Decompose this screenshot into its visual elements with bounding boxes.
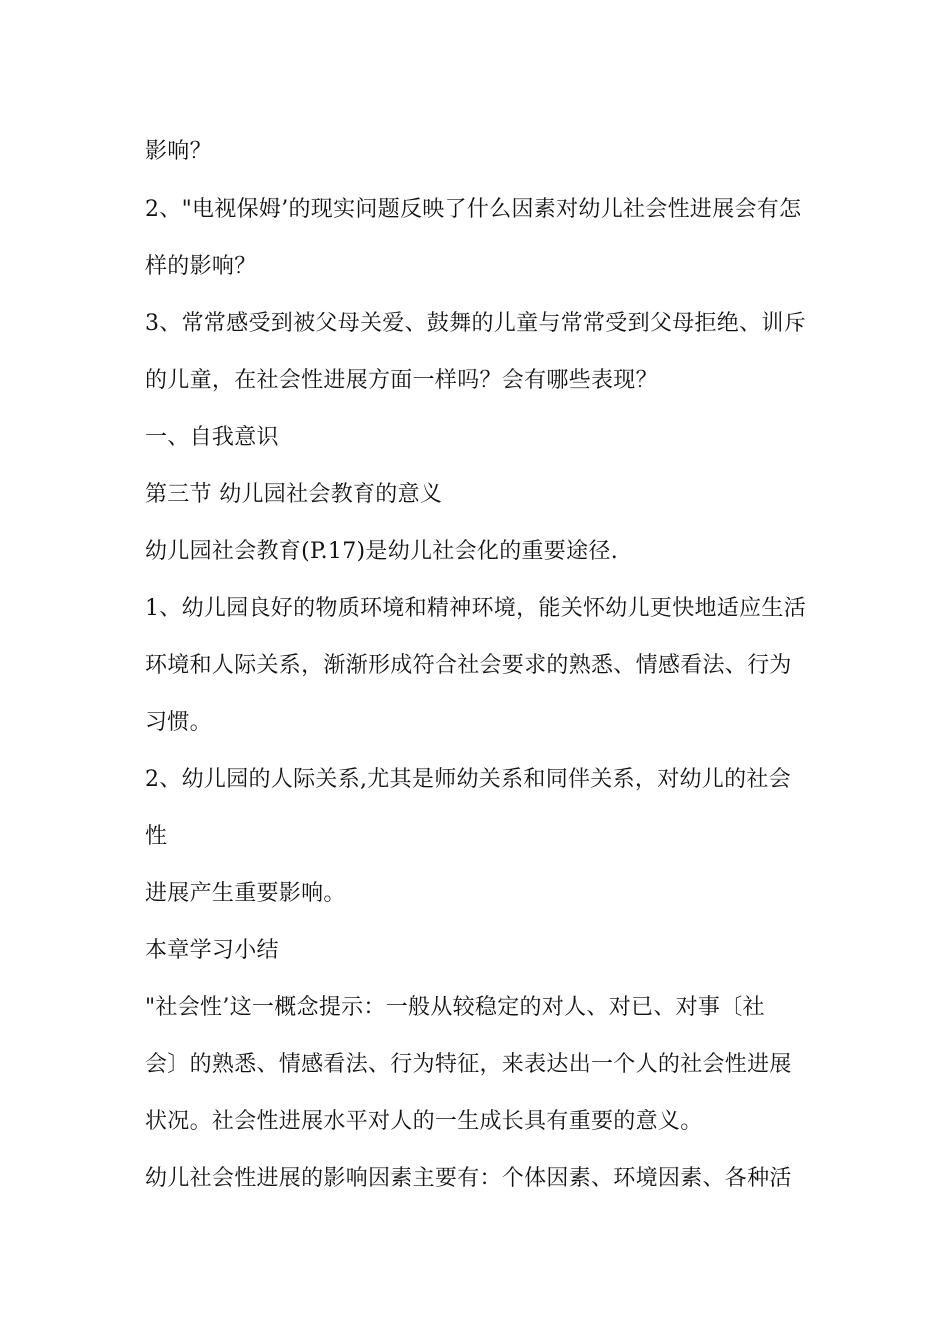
text-line-18: 状况。社会性进展水平对人的一生成长具有重要的意义。	[145, 1109, 703, 1134]
text-line-8: 幼儿园社会教育(P.17)是幼儿社会化的重要途径.	[145, 539, 618, 564]
text-line-4: 3、常常感受到被父母关爱、鼓舞的儿童与常常受到父母拒绝、训斥	[145, 311, 806, 336]
text-line-12: 2、幼儿园的人际关系,尤其是师幼关系和同伴关系，对幼儿的社会	[145, 767, 791, 792]
text-line-16: "社会性’这一概念提示：一般从较稳定的对人、对已、对事〔社	[145, 995, 765, 1020]
text-line-14: 进展产生重要影响。	[145, 881, 346, 906]
text-line-2: 2、"电视保姆’的现实问题反映了什么因素对幼儿社会性进展会有怎	[145, 197, 802, 222]
text-line-19: 幼儿社会性进展的影响因素主要有：个体因素、环境因素、各种活	[145, 1166, 792, 1191]
section-heading-third: 第三节 幼儿园社会教育的意义	[145, 482, 443, 507]
text-line-13: 性	[145, 824, 168, 849]
section-heading-chapter-summary: 本章学习小结	[145, 938, 279, 963]
text-line-11: 习惯。	[145, 710, 212, 735]
text-line-10: 环境和人际关系，渐渐形成符合社会要求的熟悉、情感看法、行为	[145, 653, 792, 678]
text-line-17: 会〕的熟悉、情感看法、行为特征，来表达出一个人的社会性进展	[145, 1052, 792, 1077]
text-line-5: 的儿童，在社会性进展方面一样吗？会有哪些表现？	[145, 368, 658, 393]
text-line-9: 1、幼儿园良好的物质环境和精神环境，能关怀幼儿更快地适应生活	[145, 596, 806, 621]
section-heading-self-awareness: 一、自我意识	[145, 425, 279, 450]
text-line-1: 影响？	[145, 139, 212, 164]
text-line-3: 样的影响？	[145, 254, 257, 279]
